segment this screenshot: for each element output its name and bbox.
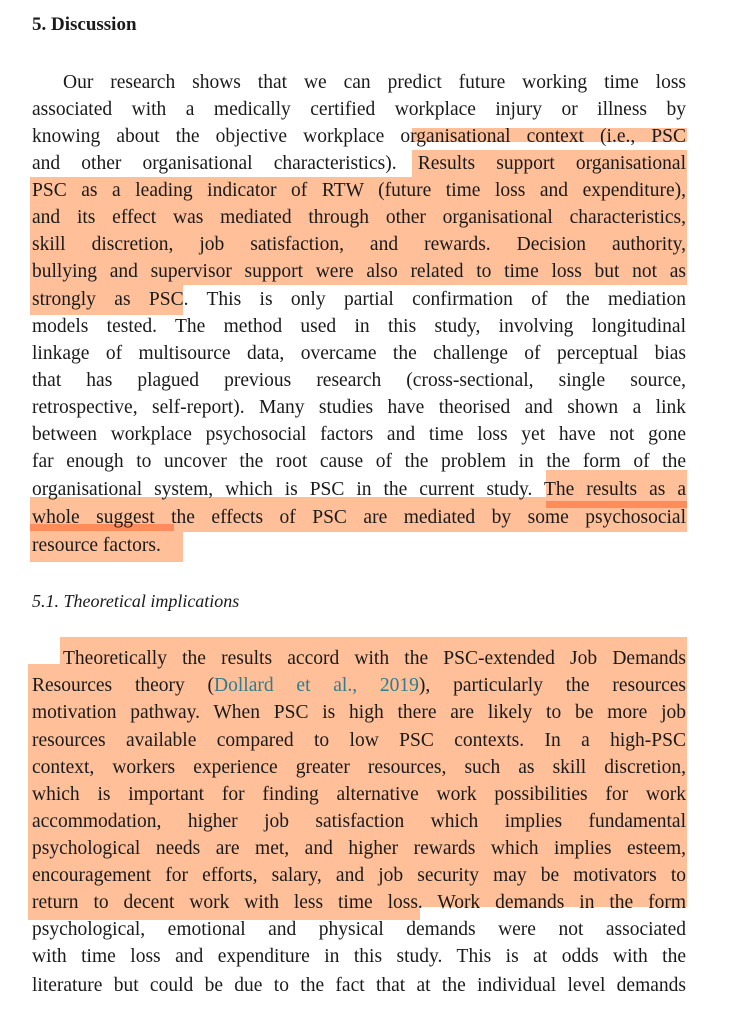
text-line <box>32 150 686 177</box>
text-line: models tested. The method used in this study, involving longitudinal <box>32 316 686 337</box>
highlighted-line: accommodation, higher job satisfaction which implies fundamental <box>32 811 686 832</box>
highlighted-line: PSC as a leading indicator of RTW (future time loss and expenditure), <box>32 180 686 201</box>
text-line: Our research shows that we can predict future working time loss <box>63 72 686 93</box>
text-span: ), particularly the resources <box>418 675 686 696</box>
highlighted-line: resources available compared to low PSC contexts. In a high-PSC <box>32 730 686 751</box>
text-line <box>32 286 686 313</box>
highlighted-line: context, workers experience greater resources, such as skill discretion, <box>32 757 686 778</box>
highlighted-text: The results as a <box>543 479 686 500</box>
text-line: that has plagued previous research (cross-sectional, single source, <box>32 370 686 391</box>
highlighted-line: skill discretion, job satisfaction, and rewards. Decision authority, <box>32 234 686 255</box>
highlighted-text: Results support organisational <box>417 153 686 174</box>
subsection-heading-theoretical-implications: 5.1. Theoretical implications <box>32 591 240 611</box>
text-line: retrospective, self-report). Many studies have theorised and shown a link <box>32 397 686 418</box>
highlighted-line <box>32 504 686 531</box>
citation-link[interactable]: Dollard et al., 2019 <box>214 675 419 696</box>
text-line <box>32 889 686 916</box>
highlighted-text: the effects of PSC are mediated by some psychosocial <box>154 507 687 528</box>
text-line: knowing about the objective workplace organisational context (i.e., PSC <box>32 126 686 147</box>
highlighted-text: strongly as PSC <box>32 289 184 310</box>
text-span: organisational system, which is PSC in the current study. <box>32 479 544 500</box>
highlighted-line: bullying and supervisor support were also related to time loss but not as <box>32 261 686 282</box>
text-span: . This is only partial confirmation of the mediation <box>183 289 687 310</box>
section-heading-discussion: 5. Discussion <box>32 14 137 35</box>
highlighted-text: whole suggest <box>32 507 155 528</box>
highlighted-text: return to decent work with less time loss <box>32 892 418 913</box>
highlighted-line <box>32 672 686 699</box>
highlighted-line: encouragement for efforts, salary, and job security may be motivators to <box>32 865 686 886</box>
highlighted-line: psychological needs are met, and higher rewards which implies esteem, <box>32 838 686 859</box>
text-line: between workplace psychosocial factors and time loss yet have not gone <box>32 424 686 445</box>
text-line: psychological, emotional and physical demands were not associated <box>32 919 686 940</box>
text-span: . Work demands in the form <box>417 892 686 913</box>
highlighted-line: motivation pathway. When PSC is high there are likely to be more job <box>32 702 686 723</box>
text-line: associated with a medically certified workplace injury or illness by <box>32 99 686 120</box>
highlighted-line: and its effect was mediated through other organisational characteristics, <box>32 207 686 228</box>
highlighted-line: resource factors. <box>32 535 161 556</box>
text-line <box>32 476 686 503</box>
clipped-line-container <box>32 970 686 996</box>
text-line-clipped: literature but could be due to the fact that at the individual level demands <box>32 975 686 996</box>
text-line: far enough to uncover the root cause of the problem in the form of the <box>32 451 686 472</box>
text-span: and other organisational characteristics). <box>32 153 397 174</box>
highlighted-line: which is important for finding alternative work possibilities for work <box>32 784 686 805</box>
text-line: linkage of multisource data, overcame the challenge of perceptual bias <box>32 343 686 364</box>
text-line: with time loss and expenditure in this study. This is at odds with the <box>32 946 686 967</box>
highlighted-line: Theoretically the results accord with the PSC-extended Job Demands <box>63 648 686 669</box>
text-span: Resources theory ( <box>32 675 215 696</box>
